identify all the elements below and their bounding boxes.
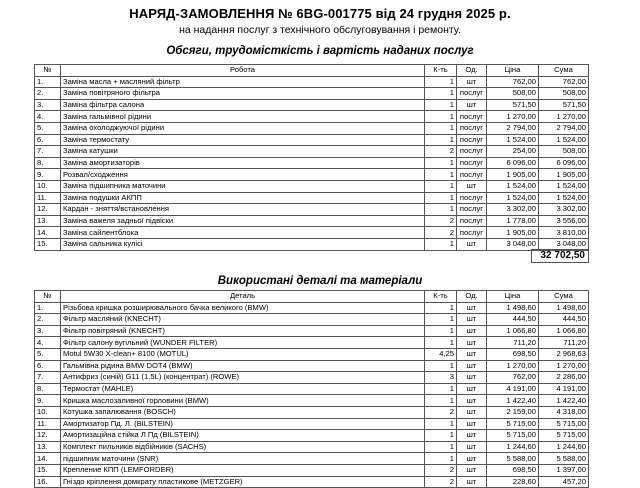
cell-sum: 4 318,00 bbox=[539, 406, 589, 418]
cell-name: Заміна повітряного фільтра bbox=[61, 88, 425, 100]
cell-qty: 1 bbox=[425, 111, 457, 123]
cell-unit: шт bbox=[457, 360, 487, 372]
cell-sum: 1 422,40 bbox=[539, 395, 589, 407]
cell-num: 7. bbox=[35, 146, 61, 158]
table-row bbox=[35, 180, 589, 192]
cell-sum: 762,00 bbox=[539, 76, 589, 88]
cell-price: 5 715,00 bbox=[487, 430, 539, 442]
cell-name: Заміна амортизаторів bbox=[61, 157, 425, 169]
works-col-name: Робота bbox=[61, 65, 425, 77]
cell-unit: шт bbox=[457, 348, 487, 360]
cell-name: Заміна важеля задньої підвіски bbox=[61, 215, 425, 227]
table-row bbox=[35, 418, 589, 430]
cell-qty: 1 bbox=[425, 76, 457, 88]
cell-num: 9. bbox=[35, 169, 61, 181]
cell-sum: 1 066,80 bbox=[539, 325, 589, 337]
table-row bbox=[35, 360, 589, 372]
works-section-title: Обсяги, трудомісткість і вартість наданих послуг bbox=[166, 45, 474, 57]
cell-price: 6 096,00 bbox=[487, 157, 539, 169]
table-row bbox=[35, 238, 589, 250]
cell-qty: 1 bbox=[425, 383, 457, 395]
table-row bbox=[35, 122, 589, 134]
cell-unit: шт bbox=[457, 476, 487, 488]
cell-num: 2. bbox=[35, 88, 61, 100]
cell-sum: 6 096,00 bbox=[539, 157, 589, 169]
cell-num: 14. bbox=[35, 453, 61, 465]
cell-num: 8. bbox=[35, 383, 61, 395]
cell-unit: шт bbox=[457, 383, 487, 395]
cell-price: 508,00 bbox=[487, 88, 539, 100]
cell-qty: 1 bbox=[425, 337, 457, 349]
cell-price: 1 778,00 bbox=[487, 215, 539, 227]
table-row bbox=[35, 157, 589, 169]
cell-name: Гніздо кріплення домкрату пластикове (METZGER) bbox=[61, 476, 425, 488]
cell-qty: 1 bbox=[425, 122, 457, 134]
cell-sum: 508,00 bbox=[539, 146, 589, 158]
cell-unit: послуг bbox=[457, 122, 487, 134]
cell-name: Кардан - зняття/встановлення bbox=[61, 204, 425, 216]
cell-qty: 1 bbox=[425, 134, 457, 146]
cell-qty: 1 bbox=[425, 325, 457, 337]
parts-col-price: Ціна bbox=[487, 291, 539, 303]
cell-unit: послуг bbox=[457, 88, 487, 100]
cell-qty: 3 bbox=[425, 372, 457, 384]
table-row bbox=[35, 453, 589, 465]
parts-col-name: Деталь bbox=[61, 291, 425, 303]
table-row bbox=[35, 441, 589, 453]
cell-name: Амортизаційна стійка Л Пд (BILSTEIN) bbox=[61, 430, 425, 442]
parts-section-title: Використані деталі та матеріали bbox=[217, 275, 423, 287]
cell-sum: 3 556,00 bbox=[539, 215, 589, 227]
cell-qty: 1 bbox=[425, 204, 457, 216]
cell-unit: послуг bbox=[457, 227, 487, 239]
cell-num: 16. bbox=[35, 476, 61, 488]
cell-sum: 2 286,00 bbox=[539, 372, 589, 384]
cell-name: Фільтр масляний (KNECHT) bbox=[61, 314, 425, 326]
table-row bbox=[35, 406, 589, 418]
cell-num: 10. bbox=[35, 180, 61, 192]
cell-unit: шт bbox=[457, 302, 487, 314]
cell-num: 10. bbox=[35, 406, 61, 418]
table-row bbox=[35, 215, 589, 227]
cell-price: 2 794,00 bbox=[487, 122, 539, 134]
cell-qty: 2 bbox=[425, 406, 457, 418]
table-row bbox=[35, 302, 589, 314]
cell-price: 3 048,00 bbox=[487, 238, 539, 250]
works-col-price: Ціна bbox=[487, 65, 539, 77]
cell-unit: шт bbox=[457, 406, 487, 418]
cell-sum: 571,50 bbox=[539, 99, 589, 111]
cell-qty: 1 bbox=[425, 360, 457, 372]
cell-qty: 1 bbox=[425, 192, 457, 204]
cell-qty: 1 bbox=[425, 169, 457, 181]
cell-name: Комплект пильників відбійників (SACHS) bbox=[61, 441, 425, 453]
table-row bbox=[35, 76, 589, 88]
cell-price: 1 498,60 bbox=[487, 302, 539, 314]
cell-unit: шт bbox=[457, 314, 487, 326]
cell-sum: 1 524,00 bbox=[539, 180, 589, 192]
cell-price: 444,50 bbox=[487, 314, 539, 326]
cell-name: Термостат (MAHLE) bbox=[61, 383, 425, 395]
table-row bbox=[35, 325, 589, 337]
cell-unit: послуг bbox=[457, 157, 487, 169]
cell-qty: 1 bbox=[425, 441, 457, 453]
cell-unit: шт bbox=[457, 441, 487, 453]
cell-name: Фільтр салону вугільний (WUNDER FILTER) bbox=[61, 337, 425, 349]
cell-num: 5. bbox=[35, 348, 61, 360]
table-row bbox=[35, 146, 589, 158]
cell-unit: послуг bbox=[457, 204, 487, 216]
cell-price: 5 588,00 bbox=[487, 453, 539, 465]
cell-num: 13. bbox=[35, 441, 61, 453]
cell-unit: шт bbox=[457, 464, 487, 476]
cell-sum: 5 715,00 bbox=[539, 418, 589, 430]
cell-price: 3 302,00 bbox=[487, 204, 539, 216]
cell-qty: 2 bbox=[425, 476, 457, 488]
cell-name: Заміна сальника кулісі bbox=[61, 238, 425, 250]
cell-sum: 3 048,00 bbox=[539, 238, 589, 250]
works-header-row bbox=[35, 65, 589, 77]
cell-sum: 508,00 bbox=[539, 88, 589, 100]
cell-sum: 5 715,00 bbox=[539, 430, 589, 442]
cell-name: Антифриз (синій) G11 (1.5L) (концентрат) (ROWE) bbox=[61, 372, 425, 384]
cell-sum: 1 397,00 bbox=[539, 464, 589, 476]
cell-name: Фільтр повітряний (KNECHT) bbox=[61, 325, 425, 337]
cell-name: Різьбова кришка розширювального бачка великого (BMW) bbox=[61, 302, 425, 314]
table-row bbox=[35, 383, 589, 395]
cell-price: 762,00 bbox=[487, 76, 539, 88]
works-col-qty: К-ть bbox=[425, 65, 457, 77]
cell-price: 1 524,00 bbox=[487, 192, 539, 204]
cell-name: Амортизатор Пд. Л. (BILSTEIN) bbox=[61, 418, 425, 430]
cell-qty: 2 bbox=[425, 146, 457, 158]
cell-unit: шт bbox=[457, 325, 487, 337]
cell-qty: 1 bbox=[425, 99, 457, 111]
cell-name: Гальмівна рідина BMW DOT4 (BMW) bbox=[61, 360, 425, 372]
cell-qty: 1 bbox=[425, 238, 457, 250]
works-col-num: № bbox=[35, 65, 61, 77]
cell-sum: 2 968,63 bbox=[539, 348, 589, 360]
cell-unit: послуг bbox=[457, 146, 487, 158]
cell-sum: 3 302,00 bbox=[539, 204, 589, 216]
cell-qty: 1 bbox=[425, 395, 457, 407]
cell-price: 711,20 bbox=[487, 337, 539, 349]
table-row bbox=[35, 464, 589, 476]
cell-name: Заміна подушки АКПП bbox=[61, 192, 425, 204]
cell-name: Заміна сайлентблока bbox=[61, 227, 425, 239]
cell-qty: 1 bbox=[425, 157, 457, 169]
cell-num: 14. bbox=[35, 227, 61, 239]
cell-sum: 711,20 bbox=[539, 337, 589, 349]
table-row bbox=[35, 337, 589, 349]
cell-num: 15. bbox=[35, 464, 61, 476]
cell-name: підшипник маточини (SNR) bbox=[61, 453, 425, 465]
table-row bbox=[35, 395, 589, 407]
cell-price: 2 159,00 bbox=[487, 406, 539, 418]
cell-num: 6. bbox=[35, 360, 61, 372]
cell-price: 1 244,60 bbox=[487, 441, 539, 453]
cell-name: Котушка запалювання (BOSCH) bbox=[61, 406, 425, 418]
cell-num: 6. bbox=[35, 134, 61, 146]
cell-sum: 1 524,00 bbox=[539, 192, 589, 204]
cell-num: 3. bbox=[35, 325, 61, 337]
cell-price: 254,00 bbox=[487, 146, 539, 158]
cell-num: 7. bbox=[35, 372, 61, 384]
parts-col-unit: Од. bbox=[457, 291, 487, 303]
table-row bbox=[35, 476, 589, 488]
cell-name: Заміна фільтра салона bbox=[61, 99, 425, 111]
cell-num: 4. bbox=[35, 337, 61, 349]
parts-col-qty: К-ть bbox=[425, 291, 457, 303]
cell-sum: 1 244,60 bbox=[539, 441, 589, 453]
cell-num: 3. bbox=[35, 99, 61, 111]
cell-name: Заміна гальмівної рідини bbox=[61, 111, 425, 123]
cell-unit: послуг bbox=[457, 169, 487, 181]
cell-qty: 1 bbox=[425, 453, 457, 465]
cell-qty: 1 bbox=[425, 88, 457, 100]
cell-price: 1 270,00 bbox=[487, 111, 539, 123]
cell-unit: послуг bbox=[457, 134, 487, 146]
cell-unit: шт bbox=[457, 180, 487, 192]
cell-num: 9. bbox=[35, 395, 61, 407]
cell-name: Заміна термостату bbox=[61, 134, 425, 146]
cell-name: Заміна підшипника маточини bbox=[61, 180, 425, 192]
cell-name: Заміна катушки bbox=[61, 146, 425, 158]
cell-num: 2. bbox=[35, 314, 61, 326]
cell-sum: 1 498,60 bbox=[539, 302, 589, 314]
cell-unit: шт bbox=[457, 76, 487, 88]
cell-price: 1 524,00 bbox=[487, 134, 539, 146]
cell-price: 1 270,00 bbox=[487, 360, 539, 372]
cell-sum: 4 191,00 bbox=[539, 383, 589, 395]
cell-qty: 4,25 bbox=[425, 348, 457, 360]
table-row bbox=[35, 169, 589, 181]
works-col-unit: Од. bbox=[457, 65, 487, 77]
table-row bbox=[35, 227, 589, 239]
cell-sum: 1 270,00 bbox=[539, 111, 589, 123]
cell-num: 12. bbox=[35, 204, 61, 216]
cell-sum: 444,50 bbox=[539, 314, 589, 326]
works-total: 32 702,50 bbox=[531, 249, 589, 263]
cell-unit: шт bbox=[457, 238, 487, 250]
cell-sum: 1 270,00 bbox=[539, 360, 589, 372]
cell-unit: послуг bbox=[457, 192, 487, 204]
cell-qty: 1 bbox=[425, 314, 457, 326]
cell-qty: 1 bbox=[425, 430, 457, 442]
cell-num: 12. bbox=[35, 430, 61, 442]
cell-qty: 2 bbox=[425, 215, 457, 227]
cell-price: 698,50 bbox=[487, 348, 539, 360]
cell-sum: 457,20 bbox=[539, 476, 589, 488]
cell-name: Motul 5W30 X-clean+ 8100 (MOTUL) bbox=[61, 348, 425, 360]
cell-qty: 2 bbox=[425, 227, 457, 239]
cell-price: 1 905,00 bbox=[487, 227, 539, 239]
cell-price: 228,60 bbox=[487, 476, 539, 488]
table-row bbox=[35, 348, 589, 360]
cell-price: 1 524,00 bbox=[487, 180, 539, 192]
cell-sum: 3 810,00 bbox=[539, 227, 589, 239]
parts-header-row bbox=[35, 291, 589, 303]
cell-qty: 1 bbox=[425, 302, 457, 314]
cell-qty: 1 bbox=[425, 180, 457, 192]
cell-num: 5. bbox=[35, 122, 61, 134]
cell-unit: шт bbox=[457, 418, 487, 430]
parts-table bbox=[34, 290, 589, 488]
cell-num: 1. bbox=[35, 76, 61, 88]
cell-price: 1 066,80 bbox=[487, 325, 539, 337]
cell-name: Крепление КПП (LEMFORDER) bbox=[61, 464, 425, 476]
cell-sum: 1 905,00 bbox=[539, 169, 589, 181]
table-row bbox=[35, 430, 589, 442]
cell-num: 13. bbox=[35, 215, 61, 227]
cell-name: Заміна охолоджуючої рідини bbox=[61, 122, 425, 134]
table-row bbox=[35, 88, 589, 100]
cell-price: 1 422,40 bbox=[487, 395, 539, 407]
cell-price: 4 191,00 bbox=[487, 383, 539, 395]
cell-unit: послуг bbox=[457, 111, 487, 123]
cell-name: Заміна масла + масляний фільтр bbox=[61, 76, 425, 88]
cell-qty: 2 bbox=[425, 464, 457, 476]
cell-unit: шт bbox=[457, 395, 487, 407]
cell-num: 4. bbox=[35, 111, 61, 123]
cell-unit: шт bbox=[457, 99, 487, 111]
cell-name: Кришка маслозаливної горловини (BMW) bbox=[61, 395, 425, 407]
cell-num: 11. bbox=[35, 192, 61, 204]
cell-num: 15. bbox=[35, 238, 61, 250]
table-row bbox=[35, 134, 589, 146]
document-title: НАРЯД-ЗАМОВЛЕННЯ № 6BG-001775 від 24 грудня 2025 р. bbox=[129, 6, 511, 21]
table-row bbox=[35, 192, 589, 204]
cell-num: 11. bbox=[35, 418, 61, 430]
table-row bbox=[35, 314, 589, 326]
cell-sum: 1 524,00 bbox=[539, 134, 589, 146]
cell-unit: шт bbox=[457, 372, 487, 384]
parts-col-num: № bbox=[35, 291, 61, 303]
cell-unit: шт bbox=[457, 453, 487, 465]
cell-sum: 2 794,00 bbox=[539, 122, 589, 134]
cell-num: 8. bbox=[35, 157, 61, 169]
cell-price: 1 905,00 bbox=[487, 169, 539, 181]
cell-price: 698,50 bbox=[487, 464, 539, 476]
table-row bbox=[35, 204, 589, 216]
cell-unit: послуг bbox=[457, 215, 487, 227]
document-subtitle: на надання послуг з технічного обслуговування і ремонту. bbox=[179, 24, 461, 36]
cell-unit: шт bbox=[457, 337, 487, 349]
cell-sum: 5 588,00 bbox=[539, 453, 589, 465]
works-col-sum: Сума bbox=[539, 65, 589, 77]
cell-price: 571,50 bbox=[487, 99, 539, 111]
cell-num: 1. bbox=[35, 302, 61, 314]
cell-price: 762,00 bbox=[487, 372, 539, 384]
table-row bbox=[35, 99, 589, 111]
table-row bbox=[35, 111, 589, 123]
parts-col-sum: Сума bbox=[539, 291, 589, 303]
cell-name: Розвал/сходження bbox=[61, 169, 425, 181]
cell-price: 5 715,00 bbox=[487, 418, 539, 430]
table-row bbox=[35, 372, 589, 384]
works-table bbox=[34, 64, 589, 251]
cell-qty: 1 bbox=[425, 418, 457, 430]
cell-unit: шт bbox=[457, 430, 487, 442]
